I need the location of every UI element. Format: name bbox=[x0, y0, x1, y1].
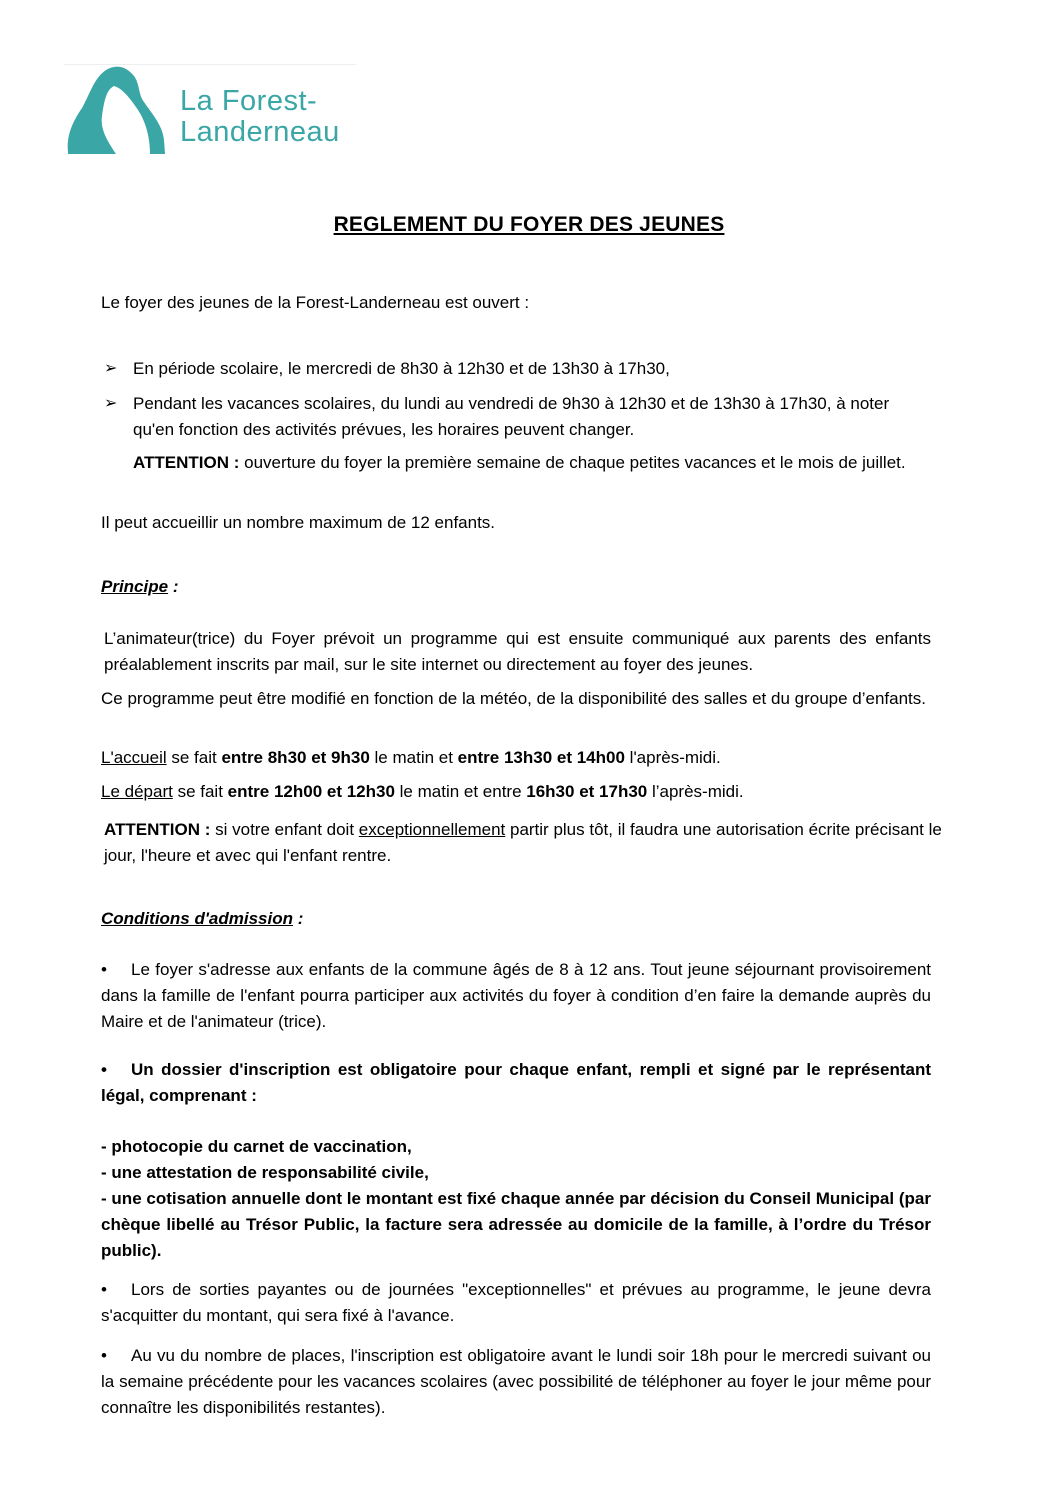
principe-paragraph-1: L’animateur(trice) du Foyer prévoit un programme qui est ensuite communiqué aux parents des enfants préalablement inscrits par mail, sur le site internet ou directement au foyer des jeunes. bbox=[104, 629, 931, 674]
condition-dossier bbox=[101, 1057, 931, 1109]
arrow-bullet-icon: ➢ bbox=[104, 360, 118, 377]
condition-age bbox=[101, 957, 931, 1035]
condition-registration-deadline-text: Au vu du nombre de places, l'inscription est obligatoire avant le lundi soir 18h pour le mercredi suivant ou la semaine précédente pour les vacances scolaires (avec possibilité de téléphoner au foyer le jour même pour connaître les disponibilités restantes). bbox=[101, 1346, 931, 1417]
accueil-label: L'accueil bbox=[101, 748, 167, 767]
depart-afternoon-hours: 16h30 et 17h30 bbox=[526, 782, 648, 801]
depart-label: Le départ bbox=[101, 782, 173, 801]
attention-label: ATTENTION : bbox=[104, 820, 211, 839]
accueil-text-2: le matin et bbox=[369, 748, 458, 767]
conditions-heading-colon: : bbox=[293, 909, 304, 928]
depart-morning-hours: entre 12h00 et 12h30 bbox=[227, 782, 395, 801]
condition-paid-outings bbox=[101, 1277, 931, 1329]
accueil-afternoon-hours: entre 13h30 et 14h00 bbox=[457, 748, 625, 767]
logo-wordmark bbox=[180, 86, 340, 148]
attention-text: ouverture du foyer la première semaine de chaque petites vacances et le mois de juillet. bbox=[239, 453, 906, 472]
section-heading-principe bbox=[101, 574, 931, 600]
attention-early-departure bbox=[104, 817, 974, 869]
attention-opening bbox=[133, 450, 931, 476]
logo-line-1: La Forest- bbox=[180, 85, 318, 117]
doc-vaccination: - photocopie du carnet de vaccination, bbox=[101, 1137, 412, 1156]
condition-paid-outings-text: Lors de sorties payantes ou de journées "exceptionnelles" et prévues au programme, le jeune devra s'acquitter du montant, qui sera fixé à l'avance. bbox=[101, 1280, 931, 1325]
hours-item-holidays: Pendant les vacances scolaires, du lundi au vendredi de 9h30 à 12h30 et de 13h30 à 17h30, à noter qu'en fonction des activités prévues, les horaires peuvent changer. bbox=[133, 394, 890, 439]
municipality-logo bbox=[64, 64, 356, 160]
section-heading-conditions bbox=[101, 906, 931, 932]
capacity-text: Il peut accueillir un nombre maximum de 12 enfants. bbox=[101, 513, 496, 532]
depart-text-3: l’après-midi. bbox=[647, 782, 744, 801]
attention-early-underlined: exceptionnellement bbox=[358, 820, 506, 839]
conditions-heading-label: Conditions d'admission bbox=[101, 909, 293, 928]
doc-annual-fee: - une cotisation annuelle dont le montant est fixé chaque année par décision du Conseil Municipal (par chèque libellé au Trésor Public, la facture sera adressée au domicile de la famille, à l’ordre du Trésor public). bbox=[101, 1189, 931, 1260]
principe-heading-label: Principe bbox=[101, 577, 169, 596]
principe-heading-colon: : bbox=[168, 577, 179, 596]
depart-text-2: le matin et entre bbox=[394, 782, 527, 801]
hours-item-school: En période scolaire, le mercredi de 8h30 à 12h30 et de 13h30 à 17h30, bbox=[133, 359, 670, 378]
bullet-icon: • bbox=[101, 1060, 107, 1079]
accueil-text-3: l'après-midi. bbox=[624, 748, 721, 767]
page-title: REGLEMENT DU FOYER DES JEUNES bbox=[333, 213, 725, 236]
attention-label: ATTENTION : bbox=[133, 453, 240, 472]
accueil-line bbox=[101, 745, 931, 771]
attention-early-text-2: partir plus tôt, il faudra une autorisation écrite précisant le jour, l'heure et avec qui l'enfant rentre. bbox=[104, 820, 942, 865]
arrow-bullet-icon: ➢ bbox=[104, 395, 118, 412]
depart-text-1: se fait bbox=[172, 782, 228, 801]
condition-age-text: Le foyer s'adresse aux enfants de la commune âgés de 8 à 12 ans. Tout jeune séjournant provisoirement dans la famille de l'enfant pourra participer aux activités du foyer à condition d’en faire la demande auprès du Maire et de l'animateur (trice). bbox=[101, 960, 931, 1031]
accueil-morning-hours: entre 8h30 et 9h30 bbox=[221, 748, 370, 767]
arch-logo-icon bbox=[64, 64, 174, 160]
bullet-icon: • bbox=[101, 1346, 107, 1365]
bullet-icon: • bbox=[101, 960, 107, 979]
principe-paragraph-2: Ce programme peut être modifié en fonction de la météo, de la disponibilité des salles et du groupe d’enfants. bbox=[101, 689, 926, 708]
depart-line bbox=[101, 779, 931, 805]
intro-text: Le foyer des jeunes de la Forest-Landerneau est ouvert : bbox=[101, 293, 530, 312]
doc-civil-liability: - une attestation de responsabilité civile, bbox=[101, 1163, 429, 1182]
condition-dossier-text: Un dossier d'inscription est obligatoire pour chaque enfant, rempli et signé par le représentant légal, comprenant : bbox=[101, 1060, 931, 1105]
bullet-icon: • bbox=[101, 1280, 107, 1299]
logo-line-2: Landerneau bbox=[180, 116, 340, 148]
condition-registration-deadline bbox=[101, 1343, 931, 1421]
accueil-text-1: se fait bbox=[166, 748, 222, 767]
attention-early-text-1: si votre enfant doit bbox=[210, 820, 359, 839]
